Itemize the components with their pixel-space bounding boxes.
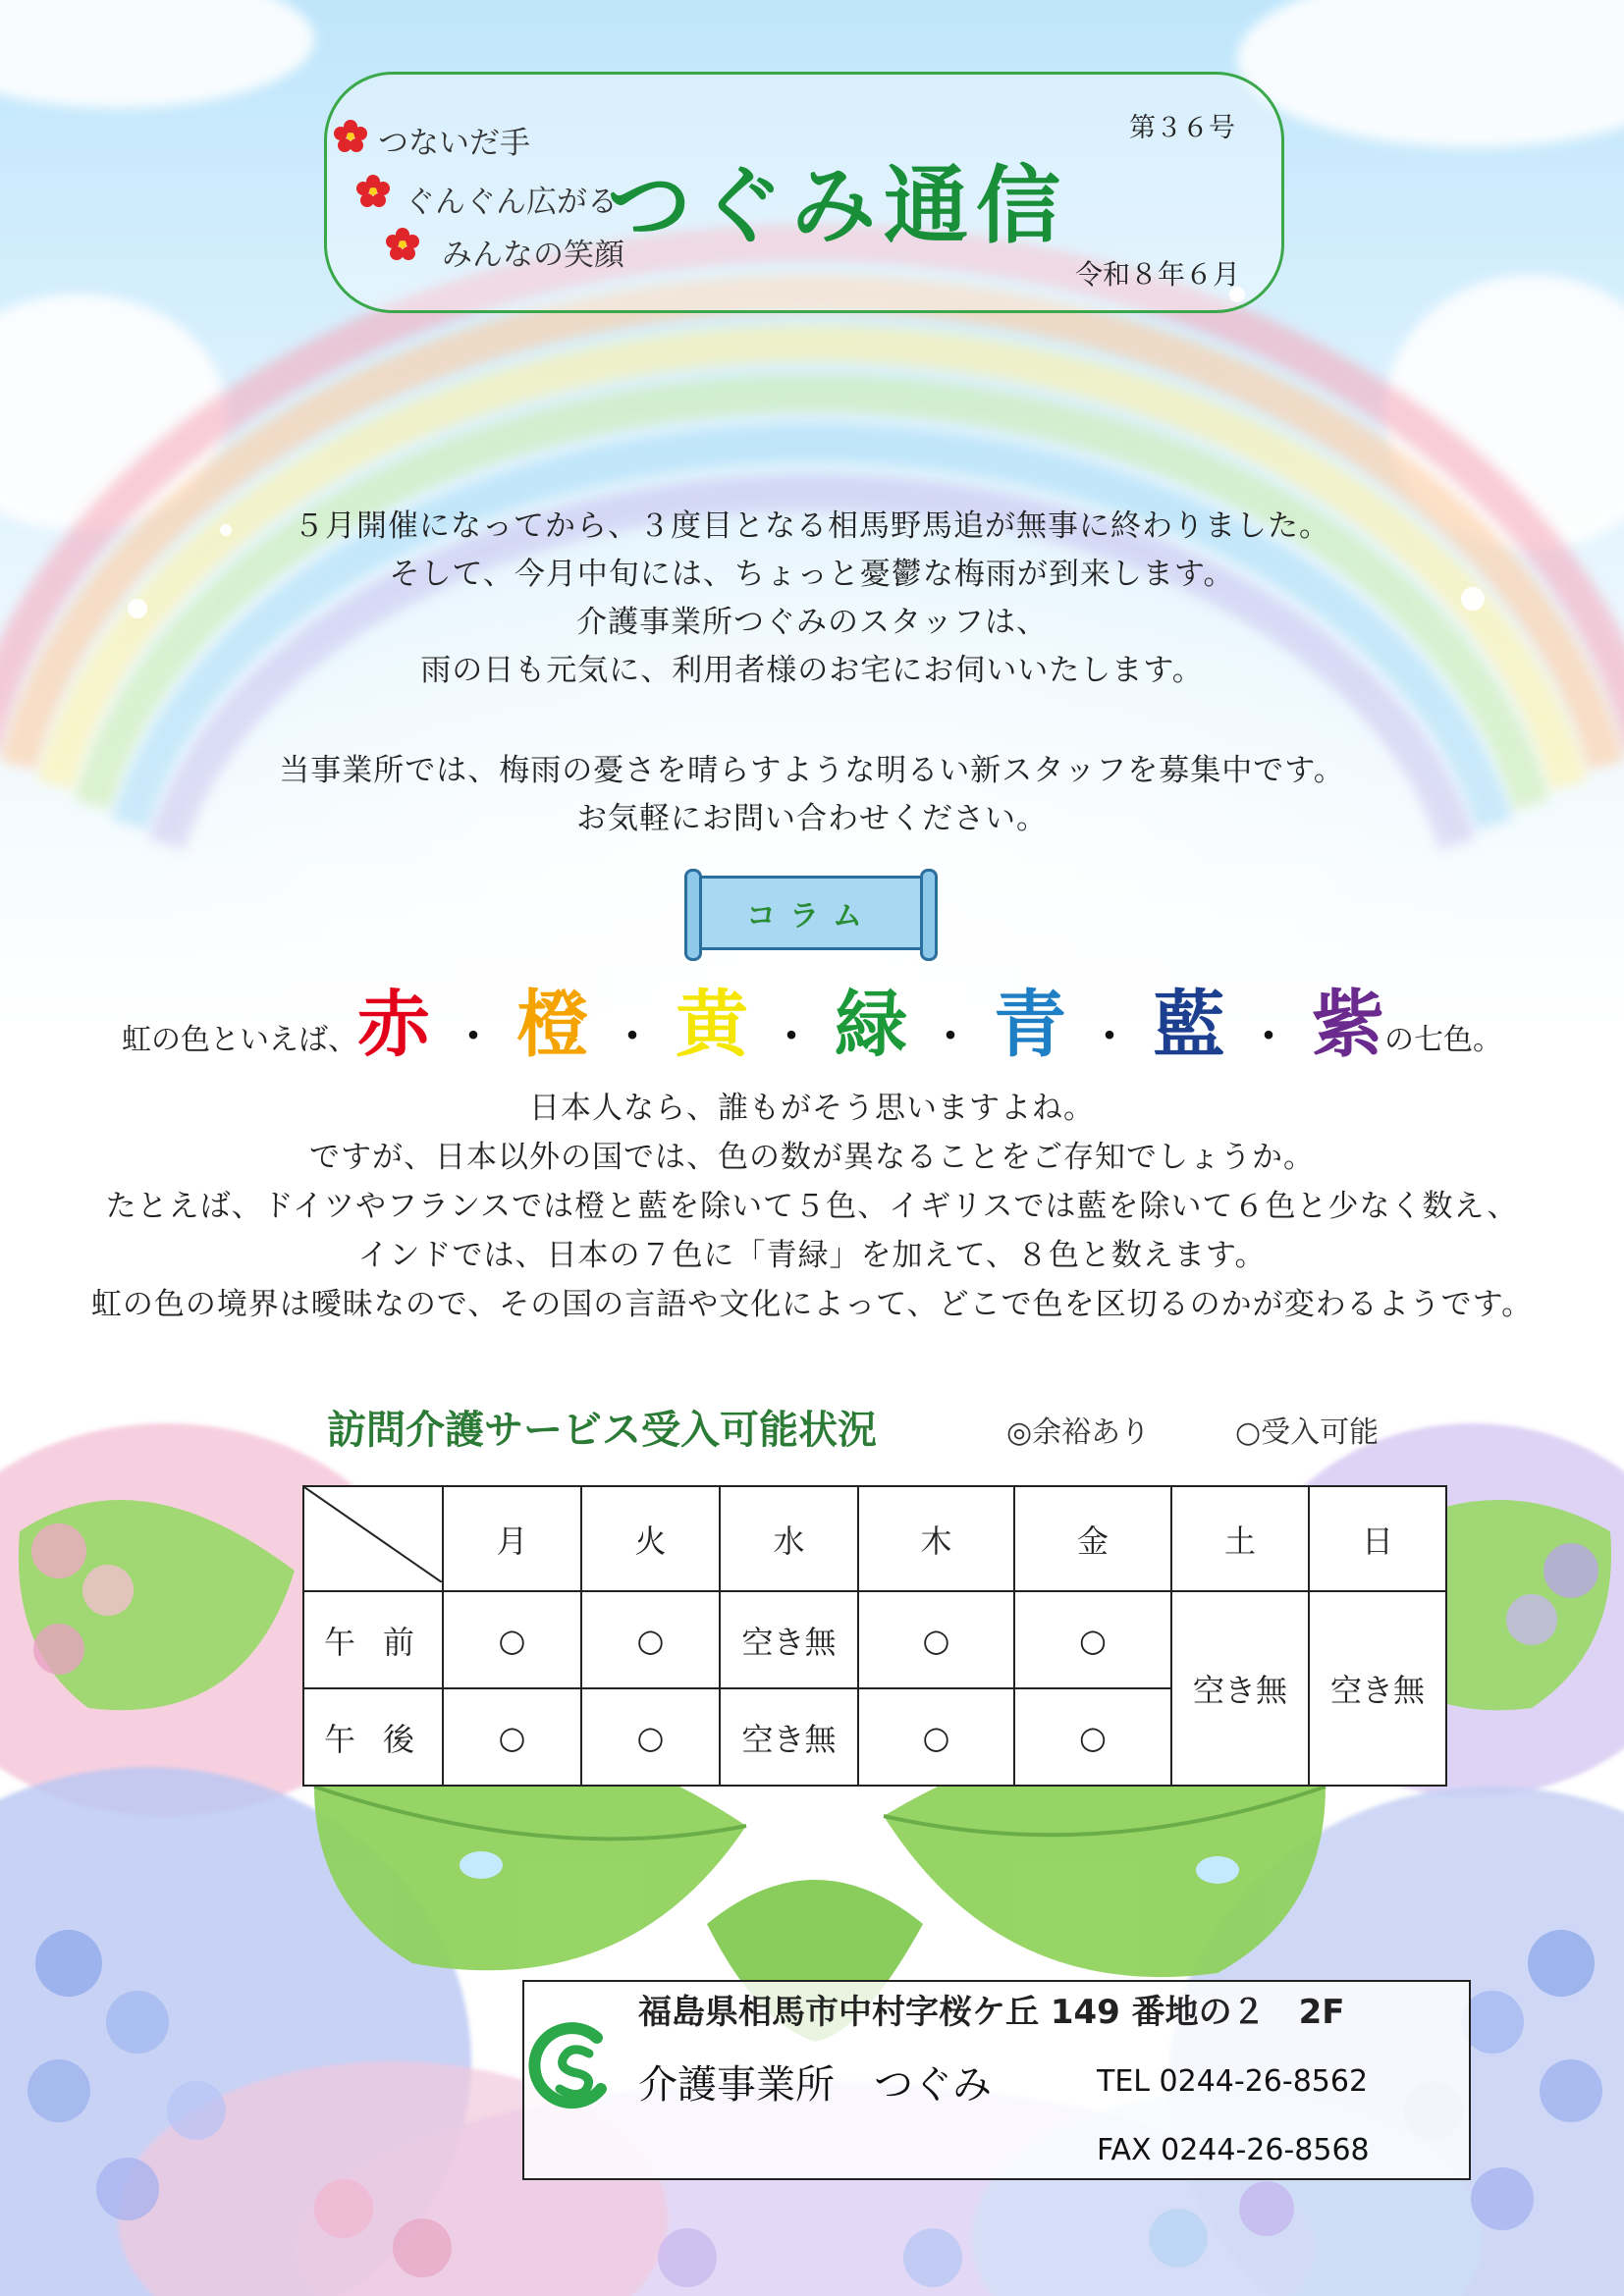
day-header: 金	[1014, 1486, 1171, 1591]
color-separator: ・	[772, 1014, 811, 1059]
intro-line: 当事業所では、梅雨の憂さを晴らすような明るい新スタッフを募集中です。	[279, 753, 1345, 788]
availability-title: 訪問介護サービス受入可能状況	[327, 1408, 877, 1453]
slot-cell: ○	[858, 1688, 1014, 1786]
slot-cell: ○	[1014, 1688, 1171, 1786]
office-fax: FAX 0244-26-8568	[1097, 2133, 1370, 2167]
slot-cell: ○	[443, 1591, 581, 1688]
intro-line: お気軽にお問い合わせください。	[576, 801, 1048, 836]
rainbow-color-char: 赤	[357, 983, 430, 1067]
saturday-cell: 空き無	[1171, 1591, 1309, 1786]
day-header: 火	[581, 1486, 720, 1591]
table-row	[303, 1591, 1446, 1688]
day-header: 水	[720, 1486, 858, 1591]
rainbow-colors-line	[0, 967, 1624, 1065]
rainbow-color-char: 緑	[835, 983, 907, 1067]
column-line: 虹の色の境界は曖昧なので、その国の言語や文化によって、どこで色を区切るのかが変わるようです。	[90, 1287, 1534, 1322]
slot-cell: 空き無	[720, 1591, 858, 1688]
row-label-pm: 午後	[303, 1688, 443, 1786]
rainbow-color-char: 黄	[676, 983, 748, 1067]
column-line: たとえば、ドイツやフランスでは橙と藍を除いて５色、イギリスでは藍を除いて６色と少なく数え、	[105, 1189, 1519, 1224]
slot-cell: ○	[858, 1591, 1014, 1688]
column-line: ですが、日本以外の国では、色の数が異なることをご存知でしょうか。	[309, 1140, 1315, 1175]
company-logo-icon	[528, 2020, 619, 2110]
rainbow-lead: 虹の色といえば、	[122, 1023, 357, 1057]
rainbow-color-char: 橙	[516, 983, 589, 1067]
flower-icon	[386, 228, 419, 261]
rainbow-color-list	[357, 983, 1384, 1067]
color-separator: ・	[1090, 1014, 1129, 1059]
legend-ample: ◎余裕あり	[1006, 1415, 1151, 1450]
day-header: 土	[1171, 1486, 1309, 1591]
office-address: 福島県相馬市中村字桜ケ丘 149 番地の２ 2F	[638, 1993, 1345, 2032]
office-name: 介護事業所 つぐみ	[638, 2062, 992, 2108]
slogan-1: つないだ手	[378, 126, 530, 161]
day-header: 木	[858, 1486, 1014, 1591]
legend-available: ○受入可能	[1235, 1415, 1380, 1450]
diagonal-line	[304, 1487, 442, 1582]
newsletter-title: つぐみ通信	[607, 157, 1068, 255]
flower-icon	[334, 120, 367, 153]
slogan-2: ぐんぐん広がる	[405, 185, 618, 220]
slot-cell: ○	[443, 1688, 581, 1786]
rainbow-tail: の七色。	[1384, 1023, 1502, 1057]
issue-number: 第３６号	[1129, 113, 1235, 143]
rainbow-color-char: 藍	[1153, 983, 1225, 1067]
column-line: インドでは、日本の７色に「青緑」を加えて、８色と数えます。	[357, 1238, 1267, 1273]
row-label-am: 午前	[303, 1591, 443, 1688]
color-separator: ・	[1249, 1014, 1288, 1059]
day-header: 月	[443, 1486, 581, 1591]
rainbow-color-char: 紫	[1312, 983, 1384, 1067]
column-line: 日本人なら、誰もがそう思いますよね。	[529, 1091, 1095, 1126]
slot-cell: ○	[1014, 1591, 1171, 1688]
color-separator: ・	[454, 1014, 493, 1059]
intro-line: 雨の日も元気に、利用者様のお宅にお伺いいたします。	[420, 653, 1204, 688]
slot-cell: ○	[581, 1688, 720, 1786]
issue-date: 令和８年６月	[1075, 258, 1241, 291]
slogan-3: みんなの笑顔	[442, 238, 624, 273]
slot-cell: 空き無	[720, 1688, 858, 1786]
color-separator: ・	[931, 1014, 970, 1059]
column-banner: コラム	[695, 876, 927, 950]
intro-line: ５月開催になってから、３度目となる相馬野馬追が無事に終わりました。	[294, 508, 1330, 544]
corner-cell	[303, 1486, 443, 1591]
rainbow-color-char: 青	[994, 983, 1066, 1067]
intro-line: 介護事業所つぐみのスタッフは、	[576, 605, 1048, 640]
slot-cell: ○	[581, 1591, 720, 1688]
intro-line: そして、今月中旬には、ちょっと憂鬱な梅雨が到来します。	[389, 557, 1235, 592]
color-separator: ・	[613, 1014, 652, 1059]
flower-icon	[356, 175, 390, 208]
sunday-cell: 空き無	[1309, 1591, 1446, 1786]
table-header-row	[303, 1486, 1446, 1591]
office-tel: TEL 0244-26-8562	[1097, 2064, 1369, 2099]
availability-table	[302, 1485, 1447, 1787]
day-header: 日	[1309, 1486, 1446, 1591]
